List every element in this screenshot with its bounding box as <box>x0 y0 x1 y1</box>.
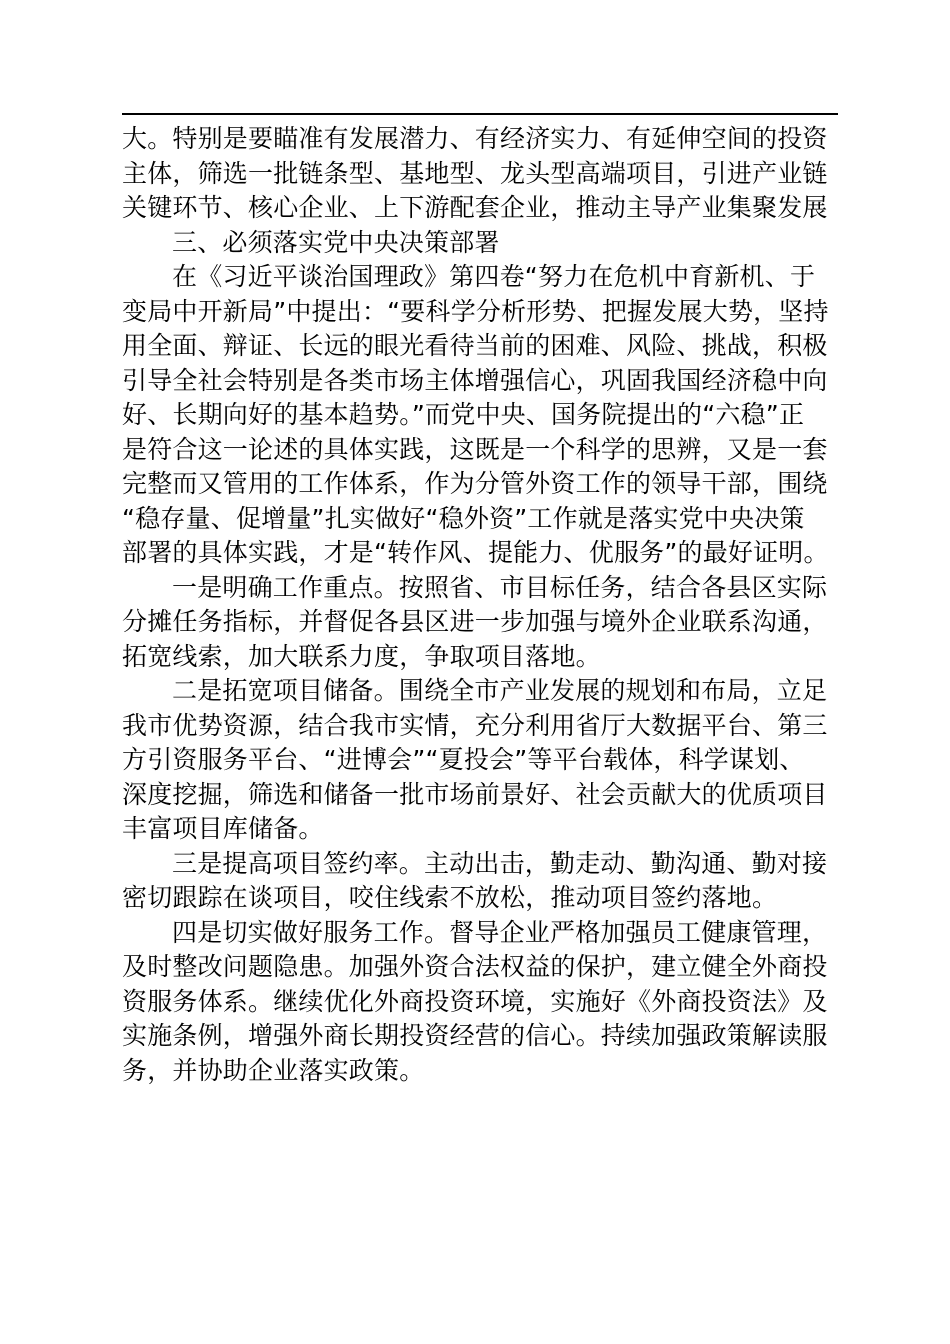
section-heading <box>122 226 838 261</box>
text-line: 方引资服务平台、“进博会”“夏投会”等平台载体，科学谋划、 <box>122 745 805 774</box>
text-line: 部署的具体实践，才是“转作风、提能力、优服务”的最好证明。 <box>122 538 829 567</box>
text-line: 深度挖掘，筛选和储备一批市场前景好、社会贡献大的优质项目 <box>122 779 828 809</box>
text-line: 丰富项目库储备。 <box>122 814 324 843</box>
text-line: 拓宽线索，加大联系力度，争取项目落地。 <box>122 641 601 671</box>
text-line: 一是明确工作重点。按照省、市目标任务，结合各县区实际 <box>172 572 828 602</box>
paragraph-policy <box>122 260 838 571</box>
text-line: 务，并协助企业落实政策。 <box>122 1055 425 1085</box>
text-line: 引导全社会特别是各类市场主体增强信心，巩固我国经济稳中向 <box>122 365 828 395</box>
text-line: 关键环节、核心企业、上下游配套企业，推动主导产业集聚发展 <box>122 193 828 222</box>
text-line: 大。特别是要瞄准有发展潜力、有经济实力、有延伸空间的投资 <box>122 124 828 153</box>
paragraph-continuation <box>122 122 838 226</box>
text-line: 三是提高项目签约率。主动出击，勤走动、勤沟通、勤对接 <box>172 848 828 878</box>
text-line: 用全面、辩证、长远的眼光看待当前的困难、风险、挑战，积极 <box>122 331 828 360</box>
text-line: 完整而又管用的工作体系，作为分管外资工作的领导干部，围绕 <box>122 469 828 498</box>
text-line: 四是切实做好服务工作。督导企业严格加强员工健康管理， <box>172 917 828 947</box>
text-line: 及时整改问题隐患。加强外资合法权益的保护，建立健全外商投 <box>122 952 828 981</box>
text-line: 主体，筛选一批链条型、基地型、龙头型高端项目，引进产业链 <box>122 158 828 188</box>
text-line: 是符合这一论述的具体实践，这既是一个科学的思辨，又是一套 <box>122 434 828 464</box>
paragraph-point-one <box>122 571 838 675</box>
text-line: 在《习近平谈治国理政》第四卷“努力在危机中育新机、于 <box>172 262 816 291</box>
text-line: 好、长期向好的基本趋势。”而党中央、国务院提出的“六稳”正 <box>122 400 805 429</box>
section-heading-text: 三、必须落实党中央决策部署 <box>172 227 500 257</box>
text-line: 二是拓宽项目储备。围绕全市产业发展的规划和布局，立足 <box>172 676 828 705</box>
text-line: 我市优势资源，结合我市实情，充分利用省厅大数据平台、第三 <box>122 710 828 740</box>
top-rule <box>122 113 838 115</box>
document-body <box>122 122 838 1088</box>
paragraph-point-three <box>122 847 838 916</box>
paragraph-point-two <box>122 674 838 847</box>
text-line: 分摊任务指标，并督促各县区进一步加强与境外企业联系沟通， <box>122 607 828 636</box>
paragraph-point-four <box>122 916 838 1089</box>
text-line: “稳存量、促增量”扎实做好“稳外资”工作就是落实党中央决策 <box>122 503 805 533</box>
text-line: 实施条例，增强外商长期投资经营的信心。持续加强政策解读服 <box>122 1021 828 1050</box>
text-line: 变局中开新局”中提出：“要科学分析形势、把握发展大势，坚持 <box>122 296 829 326</box>
text-line: 密切跟踪在谈项目，咬住线索不放松，推动项目签约落地。 <box>122 883 778 912</box>
text-line: 资服务体系。继续优化外商投资环境，实施好《外商投资法》及 <box>122 986 828 1016</box>
